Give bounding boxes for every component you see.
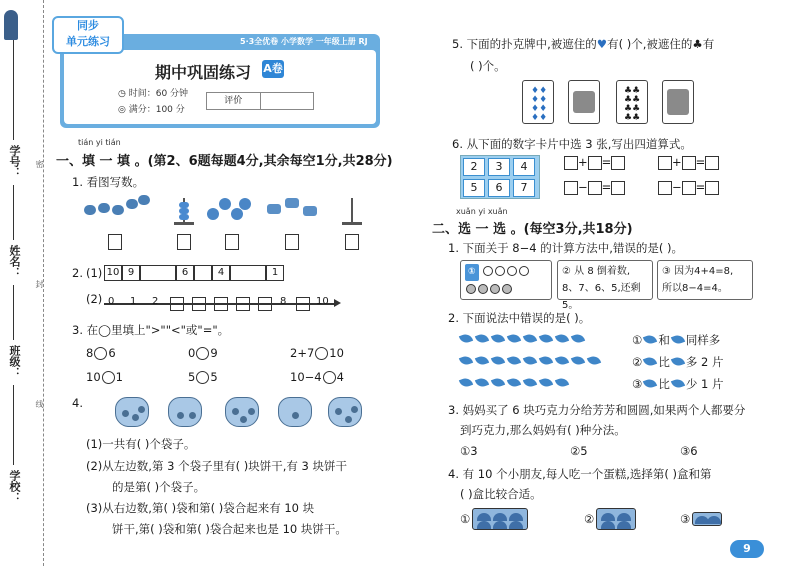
cookie-bag-icon	[115, 397, 149, 427]
axis-box[interactable]	[170, 296, 184, 311]
number-card: 2	[463, 158, 485, 176]
seq-cell-blank[interactable]	[140, 265, 176, 281]
compare-circle[interactable]	[196, 371, 209, 384]
time-info: ◷ 时间：60 分钟	[118, 89, 189, 99]
answer-box[interactable]	[285, 234, 299, 250]
axis-label: 8	[280, 296, 287, 307]
q4-number: 4.	[72, 396, 83, 410]
s2-q2-text: 2. 下面说法中错误的是( )。	[448, 311, 591, 325]
compare-item: 2+7 10	[290, 346, 344, 360]
binding-margin	[0, 0, 44, 566]
q2-number: 2.	[72, 266, 83, 280]
student-no-label: 学号：	[8, 145, 21, 178]
leaf-row	[458, 354, 618, 368]
seal-mark: 封	[35, 280, 44, 288]
s2-q1-text: 1. 下面关于 8−4 的计算方法中,错误的是( )。	[448, 241, 683, 255]
compare-item: 0 9	[188, 346, 218, 360]
equation-blank[interactable]: − =	[658, 180, 719, 195]
s2-q2-opt2[interactable]: ② 比 多 2 片	[632, 355, 724, 369]
compare-circle[interactable]	[323, 371, 336, 384]
rocket-icon	[4, 10, 18, 40]
q5-text: 5. 下面的扑克牌中,被遮住的♥有( )个,被遮住的♣有	[452, 37, 715, 51]
axis-label: 2	[152, 296, 159, 307]
answer-box[interactable]	[108, 234, 122, 250]
variant-badge: A卷	[262, 60, 284, 78]
club-card: ♣♣ ♣♣ ♣♣ ♣♣	[616, 80, 648, 124]
leaf-row	[458, 376, 618, 390]
option-1[interactable]: ①	[460, 260, 552, 300]
compare-item: 8 6	[86, 346, 116, 360]
q5-text-line2: ( )个。	[470, 59, 506, 73]
q1-text: 1. 看图写数。	[72, 175, 145, 189]
seq-cell: 4	[212, 265, 230, 281]
compare-circle[interactable]	[315, 347, 328, 360]
pinyin: tián yi tián	[78, 138, 121, 147]
s2-q3-opt[interactable]: ③6	[680, 444, 698, 458]
class-label: 班级：	[8, 345, 21, 378]
answer-box[interactable]	[177, 234, 191, 250]
q4-part3-line2: 饼干,第( )袋和第( )袋合起来也是 10 块饼干。	[112, 522, 347, 536]
axis-label: 1	[130, 296, 137, 307]
s2-q4-line2: ( )盒比较合适。	[460, 487, 542, 501]
diamond-card: ♦♦ ♦♦ ♦♦ ♦♦	[522, 80, 554, 124]
option-3[interactable]: ③ 因为4+4=8, 所以8−4=4。	[657, 260, 753, 300]
q6-text: 6. 从下面的数字卡片中选 3 张,写出四道算式。	[452, 137, 692, 151]
compare-item: 10−4 4	[290, 370, 344, 384]
compare-circle[interactable]	[102, 371, 115, 384]
axis-box[interactable]	[296, 296, 310, 311]
cake-box-icon	[472, 508, 528, 530]
seq-cell: 10	[104, 265, 122, 281]
fill-line	[13, 385, 14, 465]
q4-part2-line2: 的是第( )个袋子。	[112, 480, 206, 494]
empty-abacus-picture	[338, 196, 366, 226]
equation-blank[interactable]: + =	[658, 155, 719, 170]
s2-q3-opt[interactable]: ②5	[570, 444, 588, 458]
cookie-bag-icon	[225, 397, 259, 427]
s2-q4-opt[interactable]: ③	[680, 512, 691, 526]
cake-box-icon	[596, 508, 636, 530]
seal-mark: 线	[35, 400, 44, 408]
cake-box-icon	[692, 512, 722, 526]
unit-badge: 同步 单元练习	[52, 16, 124, 54]
equation-blank[interactable]: + =	[564, 155, 625, 170]
q4-part2-line1: (2)从左边数,第 3 个袋子里有( )块饼干,有 3 块饼干	[86, 459, 347, 473]
birds-picture	[82, 195, 152, 221]
number-card: 7	[513, 179, 535, 197]
axis-label: 10	[316, 296, 329, 307]
answer-box[interactable]	[345, 234, 359, 250]
score-info: ◎ 满分：100 分	[118, 105, 185, 115]
butterflies-picture	[265, 196, 321, 222]
seq-cell: 6	[176, 265, 194, 281]
s2-q2-opt3[interactable]: ③ 比 少 1 片	[632, 377, 724, 391]
q4-part3-line1: (3)从右边数,第( )袋和第( )袋合起来有 10 块	[86, 501, 315, 515]
s2-q4-line1: 4. 有 10 个小朋友,每人吃一个蛋糕,选择第( )盒和第	[448, 467, 712, 481]
cookie-bag-icon	[278, 397, 312, 427]
answer-box[interactable]	[225, 234, 239, 250]
school-label: 学校：	[8, 470, 21, 503]
section-2-title: 二、选 一 选 。(每空3分,共18分)	[432, 222, 633, 237]
abacus-picture	[170, 196, 198, 226]
seq-cell-blank[interactable]	[230, 265, 266, 281]
fill-line	[13, 185, 14, 240]
q2-part1-label: (1)	[86, 266, 103, 280]
equation-blank[interactable]: − =	[564, 180, 625, 195]
seal-mark: 密	[35, 160, 44, 168]
axis-box[interactable]	[214, 296, 228, 311]
axis-box[interactable]	[236, 296, 250, 311]
page-title: 期中巩固练习	[155, 63, 252, 82]
number-sequence	[104, 265, 284, 281]
score-value[interactable]	[261, 93, 314, 109]
q3-text: 3. 在◯里填上">""<"或"="。	[72, 323, 230, 337]
cookie-bag-icon	[168, 397, 202, 427]
leaf-row	[458, 332, 618, 346]
s2-q3-line1: 3. 妈妈买了 6 块巧克力分给芳芳和圆圆,如果两个人都要分	[448, 403, 746, 417]
covered-heart-card	[568, 80, 600, 124]
compare-item: 10 1	[86, 370, 123, 384]
s2-q4-opt[interactable]: ①	[460, 512, 471, 526]
fill-line	[13, 285, 14, 340]
q4-part1: (1)一共有( )个袋子。	[86, 437, 196, 451]
cookie-bag-icon	[328, 397, 362, 427]
name-label: 姓名：	[8, 245, 21, 278]
option-2[interactable]: ② 从 8 倒着数, 8、7、6、5,还剩5。	[557, 260, 653, 300]
arrow-icon	[334, 299, 341, 307]
number-card: 3	[488, 158, 510, 176]
compare-circle[interactable]	[196, 347, 209, 360]
seq-cell: 9	[122, 265, 140, 281]
axis-label: 0	[108, 296, 115, 307]
series-info: 5·3全优卷 小学数学 一年级上册 RJ	[240, 37, 368, 46]
q2-part2-label: (2)	[86, 292, 103, 306]
seq-cell: 1	[266, 265, 284, 281]
fruits-picture	[205, 196, 253, 224]
seq-cell-blank[interactable]	[194, 265, 212, 281]
score-label: 评价	[207, 93, 261, 109]
number-card: 5	[463, 179, 485, 197]
section-1-title: 一、填 一 填 。(第2、6题每题4分,其余每空1分,共28分)	[56, 154, 393, 169]
s2-q2-opt1[interactable]: ① 和 同样多	[632, 333, 721, 347]
number-card: 6	[488, 179, 510, 197]
score-table	[206, 92, 314, 110]
covered-club-card	[662, 80, 694, 124]
s2-q3-line2: 到巧克力,那么妈妈有( )种分法。	[460, 423, 626, 437]
heart-icon: ♥	[596, 37, 608, 51]
club-icon: ♣	[692, 37, 703, 51]
s2-q3-opt[interactable]: ①3	[460, 444, 478, 458]
number-card: 4	[513, 158, 535, 176]
compare-item: 5 5	[188, 370, 218, 384]
axis-box[interactable]	[258, 296, 272, 311]
s2-q4-opt[interactable]: ②	[584, 512, 595, 526]
pinyin: xuǎn yi xuǎn	[456, 207, 508, 216]
axis-box[interactable]	[192, 296, 206, 311]
compare-circle[interactable]	[94, 347, 107, 360]
page-number: 9	[730, 540, 764, 558]
